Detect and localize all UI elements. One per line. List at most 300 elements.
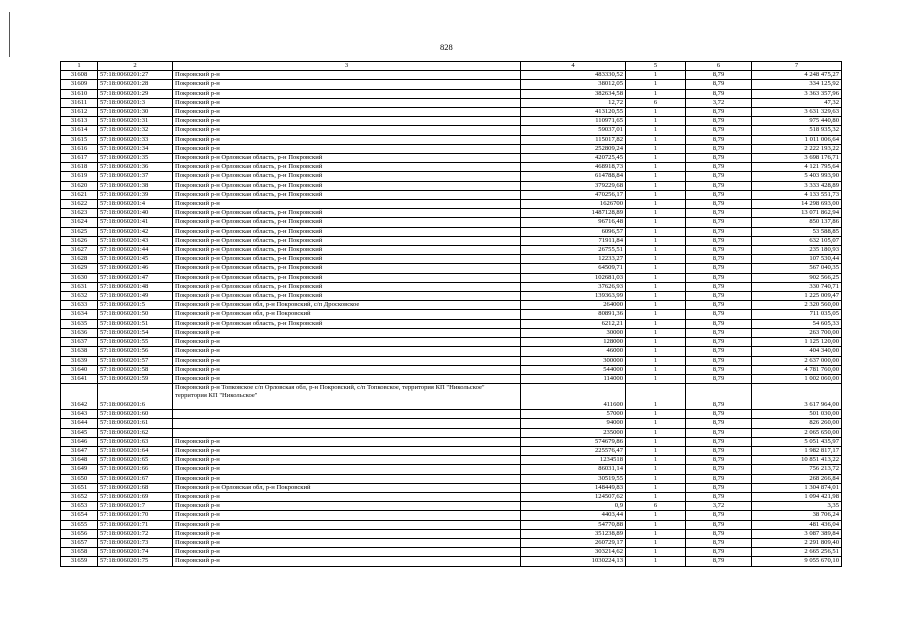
- cadastral-number-cell: 57:18:0060201:34: [98, 144, 173, 153]
- rate-cell: 8,79: [686, 365, 752, 374]
- address-cell: Покровский р-н Орловская область, р-н Покровский: [173, 163, 521, 172]
- table-row: [61, 483, 842, 492]
- rate-cell: 8,79: [686, 319, 752, 328]
- table-row: [61, 108, 842, 117]
- row-number-cell: 31631: [61, 282, 98, 291]
- rate-cell: 8,79: [686, 246, 752, 255]
- value-cell: 53 588,85: [752, 227, 842, 236]
- area-cell: 264000: [521, 301, 626, 310]
- category-cell: 1: [626, 218, 686, 227]
- row-number-cell: 31649: [61, 465, 98, 474]
- value-cell: 1 011 006,64: [752, 135, 842, 144]
- table-row: [61, 356, 842, 365]
- cadastral-number-cell: 57:18:0060201:42: [98, 227, 173, 236]
- cadastral-number-cell: 57:18:0060201:6: [98, 384, 173, 410]
- table-row: [61, 89, 842, 98]
- cadastral-number-cell: 57:18:0060201:32: [98, 126, 173, 135]
- value-cell: 567 040,35: [752, 264, 842, 273]
- cadastral-number-cell: 57:18:0060201:60: [98, 410, 173, 419]
- address-cell: Покровский р-н: [173, 548, 521, 557]
- address-cell: Покровский р-н Орловская область, р-н Покровский: [173, 190, 521, 199]
- row-number-cell: 31608: [61, 71, 98, 80]
- address-cell: Покровский р-н Орловская область, р-н Покровский: [173, 319, 521, 328]
- column-header: 2: [98, 62, 173, 71]
- table-row: [61, 428, 842, 437]
- address-cell: Покровский р-н Орловская область, р-н Покровский: [173, 292, 521, 301]
- table-row: [61, 301, 842, 310]
- value-cell: 3 698 176,71: [752, 154, 842, 163]
- table-row: [61, 529, 842, 538]
- row-number-cell: 31644: [61, 419, 98, 428]
- area-cell: 0,9: [521, 502, 626, 511]
- cadastral-number-cell: 57:18:0060201:38: [98, 181, 173, 190]
- table-row: [61, 200, 842, 209]
- category-cell: 1: [626, 108, 686, 117]
- row-number-cell: 31614: [61, 126, 98, 135]
- cadastral-number-cell: 57:18:0060201:74: [98, 548, 173, 557]
- area-cell: 4403,44: [521, 511, 626, 520]
- value-cell: 10 851 413,22: [752, 456, 842, 465]
- value-cell: 5 403 993,90: [752, 172, 842, 181]
- address-cell: [173, 419, 521, 428]
- cadastral-number-cell: 57:18:0060201:3: [98, 98, 173, 107]
- cadastral-number-cell: 57:18:0060201:54: [98, 328, 173, 337]
- cadastral-number-cell: 57:18:0060201:47: [98, 273, 173, 282]
- category-cell: 1: [626, 117, 686, 126]
- category-cell: 1: [626, 374, 686, 383]
- table-row: [61, 437, 842, 446]
- table-row: [61, 365, 842, 374]
- address-cell: Покровский р-н Орловская область, р-н Покровский: [173, 227, 521, 236]
- rate-cell: 8,79: [686, 89, 752, 98]
- rate-cell: 8,79: [686, 511, 752, 520]
- category-cell: 1: [626, 529, 686, 538]
- rate-cell: 8,79: [686, 419, 752, 428]
- rate-cell: 8,79: [686, 529, 752, 538]
- value-cell: 975 440,80: [752, 117, 842, 126]
- category-cell: 1: [626, 200, 686, 209]
- rate-cell: 8,79: [686, 465, 752, 474]
- row-number-cell: 31618: [61, 163, 98, 172]
- area-cell: 30000: [521, 328, 626, 337]
- cadastral-number-cell: 57:18:0060201:70: [98, 511, 173, 520]
- address-cell: Покровский р-н Орловская область, р-н Покровский: [173, 255, 521, 264]
- cadastral-number-cell: 57:18:0060201:63: [98, 437, 173, 446]
- area-cell: 351238,89: [521, 529, 626, 538]
- rate-cell: 8,79: [686, 347, 752, 356]
- value-cell: 1 982 817,17: [752, 446, 842, 455]
- category-cell: 1: [626, 227, 686, 236]
- rate-cell: 8,79: [686, 108, 752, 117]
- table-row: [61, 218, 842, 227]
- rate-cell: 8,79: [686, 410, 752, 419]
- area-cell: 64509,71: [521, 264, 626, 273]
- value-cell: 107 530,44: [752, 255, 842, 264]
- table-row: [61, 292, 842, 301]
- cadastral-number-cell: 57:18:0060201:73: [98, 538, 173, 547]
- cadastral-number-cell: 57:18:0060201:49: [98, 292, 173, 301]
- category-cell: 1: [626, 511, 686, 520]
- area-cell: 114000: [521, 374, 626, 383]
- area-cell: 1234518: [521, 456, 626, 465]
- rate-cell: 8,79: [686, 483, 752, 492]
- cadastral-number-cell: 57:18:0060201:68: [98, 483, 173, 492]
- cadastral-number-cell: 57:18:0060201:7: [98, 502, 173, 511]
- category-cell: 1: [626, 456, 686, 465]
- table-row: [61, 338, 842, 347]
- row-number-cell: 31609: [61, 80, 98, 89]
- rate-cell: 8,79: [686, 154, 752, 163]
- rate-cell: 8,79: [686, 384, 752, 410]
- value-cell: 3 363 357,96: [752, 89, 842, 98]
- row-number-cell: 31621: [61, 190, 98, 199]
- area-cell: 1626700: [521, 200, 626, 209]
- row-number-cell: 31616: [61, 144, 98, 153]
- address-cell: Покровский р-н Орловская область, р-н Покровский: [173, 273, 521, 282]
- address-cell: Покровский р-н Орловская область, р-н Покровский: [173, 154, 521, 163]
- rate-cell: 8,79: [686, 209, 752, 218]
- category-cell: 1: [626, 465, 686, 474]
- area-cell: 46000: [521, 347, 626, 356]
- value-cell: 263 700,00: [752, 328, 842, 337]
- value-cell: 404 340,00: [752, 347, 842, 356]
- address-cell: Покровский р-н: [173, 474, 521, 483]
- table-row: [61, 117, 842, 126]
- rate-cell: 8,79: [686, 126, 752, 135]
- cadastral-number-cell: 57:18:0060201:56: [98, 347, 173, 356]
- area-cell: 614788,84: [521, 172, 626, 181]
- column-number-row: [61, 62, 842, 71]
- address-cell: Покровский р-н Орловская область, р-н Покровский: [173, 218, 521, 227]
- value-cell: 2 320 560,00: [752, 301, 842, 310]
- cadastral-number-cell: 57:18:0060201:29: [98, 89, 173, 98]
- cadastral-number-cell: 57:18:0060201:48: [98, 282, 173, 291]
- address-cell: Покровский р-н: [173, 356, 521, 365]
- cadastral-number-cell: 57:18:0060201:44: [98, 246, 173, 255]
- category-cell: 1: [626, 301, 686, 310]
- cadastral-number-cell: 57:18:0060201:4: [98, 200, 173, 209]
- rate-cell: 8,79: [686, 456, 752, 465]
- area-cell: 59037,01: [521, 126, 626, 135]
- address-cell: Покровский р-н Орловская область, р-н Покровский: [173, 236, 521, 245]
- table-row: [61, 236, 842, 245]
- row-number-cell: 31650: [61, 474, 98, 483]
- row-number-cell: 31611: [61, 98, 98, 107]
- area-cell: 128000: [521, 338, 626, 347]
- table-row: [61, 126, 842, 135]
- table-row: [61, 209, 842, 218]
- value-cell: 334 125,92: [752, 80, 842, 89]
- category-cell: 1: [626, 538, 686, 547]
- row-number-cell: 31643: [61, 410, 98, 419]
- row-number-cell: 31626: [61, 236, 98, 245]
- category-cell: 6: [626, 98, 686, 107]
- area-cell: 544000: [521, 365, 626, 374]
- address-cell: Покровский р-н: [173, 492, 521, 501]
- table-row: [61, 172, 842, 181]
- category-cell: 1: [626, 172, 686, 181]
- cadastral-number-cell: 57:18:0060201:71: [98, 520, 173, 529]
- rate-cell: 8,79: [686, 310, 752, 319]
- cadastral-number-cell: 57:18:0060201:62: [98, 428, 173, 437]
- cadastral-number-cell: 57:18:0060201:27: [98, 71, 173, 80]
- rate-cell: 8,79: [686, 374, 752, 383]
- cadastral-number-cell: 57:18:0060201:45: [98, 255, 173, 264]
- area-cell: 483330,52: [521, 71, 626, 80]
- row-number-cell: 31656: [61, 529, 98, 538]
- value-cell: 632 105,07: [752, 236, 842, 245]
- rate-cell: 8,79: [686, 200, 752, 209]
- row-number-cell: 31640: [61, 365, 98, 374]
- cadastral-number-cell: 57:18:0060201:66: [98, 465, 173, 474]
- value-cell: 3,35: [752, 502, 842, 511]
- table-row: [61, 328, 842, 337]
- rate-cell: 8,79: [686, 236, 752, 245]
- row-number-cell: 31617: [61, 154, 98, 163]
- cadastral-number-cell: 57:18:0060201:28: [98, 80, 173, 89]
- row-number-cell: 31624: [61, 218, 98, 227]
- address-cell: Покровский р-н: [173, 347, 521, 356]
- row-number-cell: 31610: [61, 89, 98, 98]
- address-cell: Покровский р-н: [173, 511, 521, 520]
- area-cell: 411600: [521, 384, 626, 410]
- table-row: [61, 374, 842, 383]
- cadastral-number-cell: 57:18:0060201:5: [98, 301, 173, 310]
- category-cell: 1: [626, 319, 686, 328]
- value-cell: 14 298 693,00: [752, 200, 842, 209]
- address-cell: Покровский р-н: [173, 108, 521, 117]
- address-cell: Покровский р-н Орловская обл, р-н Покровский: [173, 310, 521, 319]
- category-cell: 1: [626, 126, 686, 135]
- area-cell: 468918,73: [521, 163, 626, 172]
- value-cell: 4 781 760,00: [752, 365, 842, 374]
- row-number-cell: 31651: [61, 483, 98, 492]
- address-cell: Покровский р-н: [173, 502, 521, 511]
- table-row: [61, 310, 842, 319]
- category-cell: 1: [626, 181, 686, 190]
- address-cell: Покровский р-н Орловская область, р-н Покровский: [173, 264, 521, 273]
- value-cell: 2 665 256,51: [752, 548, 842, 557]
- rate-cell: 8,79: [686, 71, 752, 80]
- cadastral-number-cell: 57:18:0060201:72: [98, 529, 173, 538]
- row-number-cell: 31653: [61, 502, 98, 511]
- address-cell: Покровский р-н: [173, 200, 521, 209]
- value-cell: 1 125 120,00: [752, 338, 842, 347]
- column-header: 1: [61, 62, 98, 71]
- category-cell: 1: [626, 282, 686, 291]
- cadastral-number-cell: 57:18:0060201:75: [98, 557, 173, 566]
- column-header: 6: [686, 62, 752, 71]
- cadastral-table: [60, 61, 842, 567]
- table-row: [61, 446, 842, 455]
- table-row: [61, 135, 842, 144]
- address-cell: Покровский р-н Орловская область, р-н Покровский: [173, 181, 521, 190]
- rate-cell: 8,79: [686, 428, 752, 437]
- value-cell: 13 071 862,94: [752, 209, 842, 218]
- value-cell: 47,32: [752, 98, 842, 107]
- category-cell: 1: [626, 190, 686, 199]
- value-cell: 481 436,04: [752, 520, 842, 529]
- cadastral-number-cell: 57:18:0060201:51: [98, 319, 173, 328]
- table-row: [61, 502, 842, 511]
- address-cell: Покровский р-н: [173, 446, 521, 455]
- area-cell: 94000: [521, 419, 626, 428]
- table-row: [61, 264, 842, 273]
- area-cell: 6212,21: [521, 319, 626, 328]
- table-row: [61, 511, 842, 520]
- cadastral-number-cell: 57:18:0060201:40: [98, 209, 173, 218]
- category-cell: 1: [626, 236, 686, 245]
- address-cell: Покровский р-н: [173, 328, 521, 337]
- table-row: [61, 190, 842, 199]
- row-number-cell: 31637: [61, 338, 98, 347]
- row-number-cell: 31612: [61, 108, 98, 117]
- area-cell: 420725,45: [521, 154, 626, 163]
- address-cell: [173, 410, 521, 419]
- rate-cell: 3,72: [686, 98, 752, 107]
- rate-cell: 8,79: [686, 328, 752, 337]
- category-cell: 1: [626, 474, 686, 483]
- table-row: [61, 384, 842, 410]
- area-cell: 80891,36: [521, 310, 626, 319]
- rate-cell: 8,79: [686, 356, 752, 365]
- cadastral-number-cell: 57:18:0060201:33: [98, 135, 173, 144]
- column-header: 5: [626, 62, 686, 71]
- value-cell: 4 248 475,27: [752, 71, 842, 80]
- address-cell: Покровский р-н: [173, 338, 521, 347]
- table-row: [61, 474, 842, 483]
- cadastral-number-cell: 57:18:0060201:37: [98, 172, 173, 181]
- value-cell: 235 180,93: [752, 246, 842, 255]
- value-cell: 3 631 329,63: [752, 108, 842, 117]
- address-cell: Покровский р-н: [173, 89, 521, 98]
- area-cell: 12,72: [521, 98, 626, 107]
- address-cell: Покровский р-н Орловская область, р-н Покровский: [173, 282, 521, 291]
- row-number-cell: 31627: [61, 246, 98, 255]
- category-cell: 1: [626, 209, 686, 218]
- category-cell: 1: [626, 492, 686, 501]
- table-row: [61, 557, 842, 566]
- address-cell: Покровский р-н: [173, 80, 521, 89]
- cadastral-number-cell: 57:18:0060201:46: [98, 264, 173, 273]
- area-cell: 37626,93: [521, 282, 626, 291]
- area-cell: 30519,55: [521, 474, 626, 483]
- row-number-cell: 31659: [61, 557, 98, 566]
- area-cell: 303214,62: [521, 548, 626, 557]
- column-header: 7: [752, 62, 842, 71]
- area-cell: 252809,24: [521, 144, 626, 153]
- row-number-cell: 31655: [61, 520, 98, 529]
- row-number-cell: 31648: [61, 456, 98, 465]
- area-cell: 12233,27: [521, 255, 626, 264]
- address-cell: Покровский р-н Орловская область, р-н Покровский: [173, 209, 521, 218]
- address-cell: Покровский р-н: [173, 520, 521, 529]
- table-row: [61, 548, 842, 557]
- row-number-cell: 31646: [61, 437, 98, 446]
- value-cell: 268 266,84: [752, 474, 842, 483]
- cadastral-number-cell: 57:18:0060201:41: [98, 218, 173, 227]
- table-row: [61, 456, 842, 465]
- row-number-cell: 31634: [61, 310, 98, 319]
- row-number-cell: 31615: [61, 135, 98, 144]
- address-cell: Покровский р-н Орловская обл, р-н Покровский: [173, 483, 521, 492]
- row-number-cell: 31657: [61, 538, 98, 547]
- address-cell: Покровский р-н: [173, 135, 521, 144]
- area-cell: 102681,03: [521, 273, 626, 282]
- category-cell: 1: [626, 483, 686, 492]
- category-cell: 6: [626, 502, 686, 511]
- rate-cell: 8,79: [686, 292, 752, 301]
- area-cell: 38012,05: [521, 80, 626, 89]
- category-cell: 1: [626, 80, 686, 89]
- row-number-cell: 31633: [61, 301, 98, 310]
- column-header: 3: [173, 62, 521, 71]
- address-cell: Покровский р-н: [173, 437, 521, 446]
- page-number: 828: [440, 42, 453, 52]
- address-cell: Покровский р-н Топковское с/п Орловская обл, р-н Покровский, с/п Топковское, территория КП "Никольское" территория КП "Никольское": [173, 384, 521, 410]
- table-row: [61, 144, 842, 153]
- area-cell: 260729,17: [521, 538, 626, 547]
- cadastral-number-cell: 57:18:0060201:69: [98, 492, 173, 501]
- row-number-cell: 31620: [61, 181, 98, 190]
- address-cell: Покровский р-н: [173, 71, 521, 80]
- table-row: [61, 419, 842, 428]
- rate-cell: 8,79: [686, 474, 752, 483]
- value-cell: 1 225 009,47: [752, 292, 842, 301]
- table-body: [61, 71, 842, 566]
- area-cell: 26755,51: [521, 246, 626, 255]
- category-cell: 1: [626, 557, 686, 566]
- category-cell: 1: [626, 135, 686, 144]
- category-cell: 1: [626, 310, 686, 319]
- value-cell: 38 706,24: [752, 511, 842, 520]
- value-cell: 330 740,71: [752, 282, 842, 291]
- category-cell: 1: [626, 347, 686, 356]
- table-row: [61, 273, 842, 282]
- value-cell: 1 304 874,01: [752, 483, 842, 492]
- value-cell: 902 566,25: [752, 273, 842, 282]
- area-cell: 382634,58: [521, 89, 626, 98]
- table-row: [61, 71, 842, 80]
- row-number-cell: 31625: [61, 227, 98, 236]
- cadastral-number-cell: 57:18:0060201:30: [98, 108, 173, 117]
- row-number-cell: 31632: [61, 292, 98, 301]
- rate-cell: 8,79: [686, 190, 752, 199]
- value-cell: 2 222 193,22: [752, 144, 842, 153]
- table-row: [61, 319, 842, 328]
- category-cell: 1: [626, 338, 686, 347]
- row-number-cell: 31636: [61, 328, 98, 337]
- value-cell: 1 002 060,00: [752, 374, 842, 383]
- area-cell: 96716,48: [521, 218, 626, 227]
- table-row: [61, 282, 842, 291]
- row-number-cell: 31647: [61, 446, 98, 455]
- area-cell: 574679,86: [521, 437, 626, 446]
- table-row: [61, 227, 842, 236]
- value-cell: 826 260,00: [752, 419, 842, 428]
- cadastral-number-cell: 57:18:0060201:61: [98, 419, 173, 428]
- value-cell: 4 133 551,73: [752, 190, 842, 199]
- row-number-cell: 31652: [61, 492, 98, 501]
- cadastral-number-cell: 57:18:0060201:64: [98, 446, 173, 455]
- rate-cell: 8,79: [686, 520, 752, 529]
- value-cell: 2 065 650,00: [752, 428, 842, 437]
- table-row: [61, 538, 842, 547]
- rate-cell: 8,79: [686, 437, 752, 446]
- area-cell: 300000: [521, 356, 626, 365]
- category-cell: 1: [626, 144, 686, 153]
- value-cell: 518 935,32: [752, 126, 842, 135]
